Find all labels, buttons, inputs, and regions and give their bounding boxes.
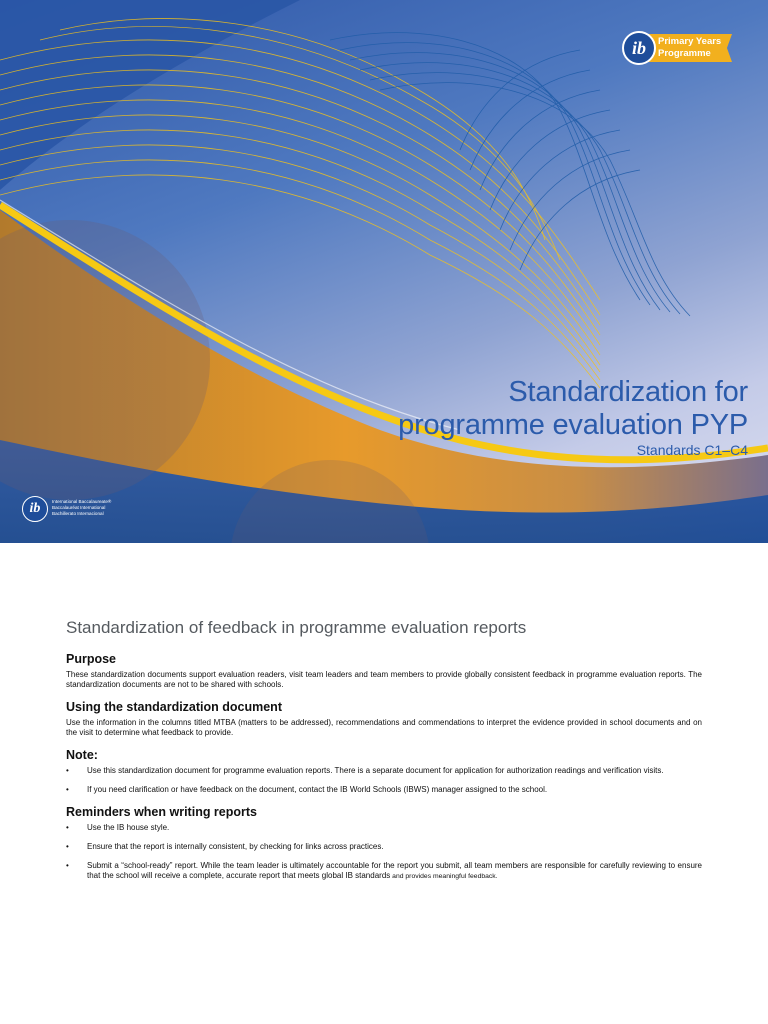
org-name-es: Bachillerato Internacional: [52, 511, 104, 516]
cover-subtitle: Standards C1–C4: [636, 442, 748, 458]
ib-logo-icon: ib: [622, 31, 656, 65]
document-title: Standardization of feedback in programme evaluation reports: [66, 618, 527, 637]
pyp-programme-badge: [622, 31, 734, 67]
note-item-text: If you need clarification or have feedback on the document, contact the IB World Schools (IBWS) manager assigned to the school.: [87, 785, 548, 794]
using-heading: Using the standardization document: [66, 700, 282, 714]
bullet-icon: •: [66, 766, 69, 775]
bullet-icon: •: [66, 785, 69, 794]
cover-title-line-1: Standardization for: [508, 376, 748, 408]
list-item: [66, 823, 702, 833]
purpose-heading: Purpose: [66, 652, 117, 666]
note-heading: Note:: [66, 748, 98, 762]
ib-logo-icon: ib: [22, 496, 48, 522]
note-list: [66, 766, 702, 795]
bullet-icon: •: [66, 861, 69, 870]
document-body: [66, 618, 702, 892]
cover-title: [398, 376, 748, 442]
reminders-heading: Reminders when writing reports: [66, 805, 258, 819]
reminder-item-text: Use the IB house style.: [87, 823, 170, 832]
list-item: [66, 861, 702, 882]
list-item: [66, 842, 702, 852]
reminder-item-text: Submit a “school-ready” report. While the team leader is ultimately accountable for the report you submit, all team members are responsible for carefully reviewing to ensure that the school will receive a complete, accurate report that meets global IB standards: [87, 861, 702, 880]
bullet-icon: •: [66, 842, 69, 851]
using-text: Use the information in the columns titled MTBA (matters to be addressed), recommendations and commendations to interpret the evidence provided in school documents and on the visit to determine what feedback to provide.: [66, 718, 702, 737]
list-item: [66, 785, 702, 795]
cover-title-line-2: programme evaluation PYP: [398, 409, 748, 441]
ib-organization-names: [52, 499, 111, 517]
badge-label: [658, 36, 730, 60]
reminders-list: [66, 823, 702, 882]
reminder-item-text: Ensure that the report is internally consistent, by checking for links across practices.: [87, 842, 384, 851]
bullet-icon: •: [66, 823, 69, 832]
ib-organization-logo: [22, 496, 142, 524]
list-item: [66, 766, 702, 776]
purpose-text: These standardization documents support evaluation readers, visit team leaders and team members to provide globally consistent feedback in programme evaluation reports. The standardization documents are not to be shared with schools.: [66, 670, 702, 689]
note-item-text: Use this standardization document for programme evaluation reports. There is a separate document for application for authorization readings and verification visits.: [87, 766, 664, 775]
badge-line-2: Programme: [658, 48, 711, 59]
org-name-en: International Baccalaureate®: [52, 499, 112, 504]
badge-line-1: Primary Years: [658, 36, 722, 47]
org-name-fr: Baccalauréat International: [52, 505, 106, 510]
reminder-item-tail: and provides meaningful feedback.: [390, 873, 498, 880]
